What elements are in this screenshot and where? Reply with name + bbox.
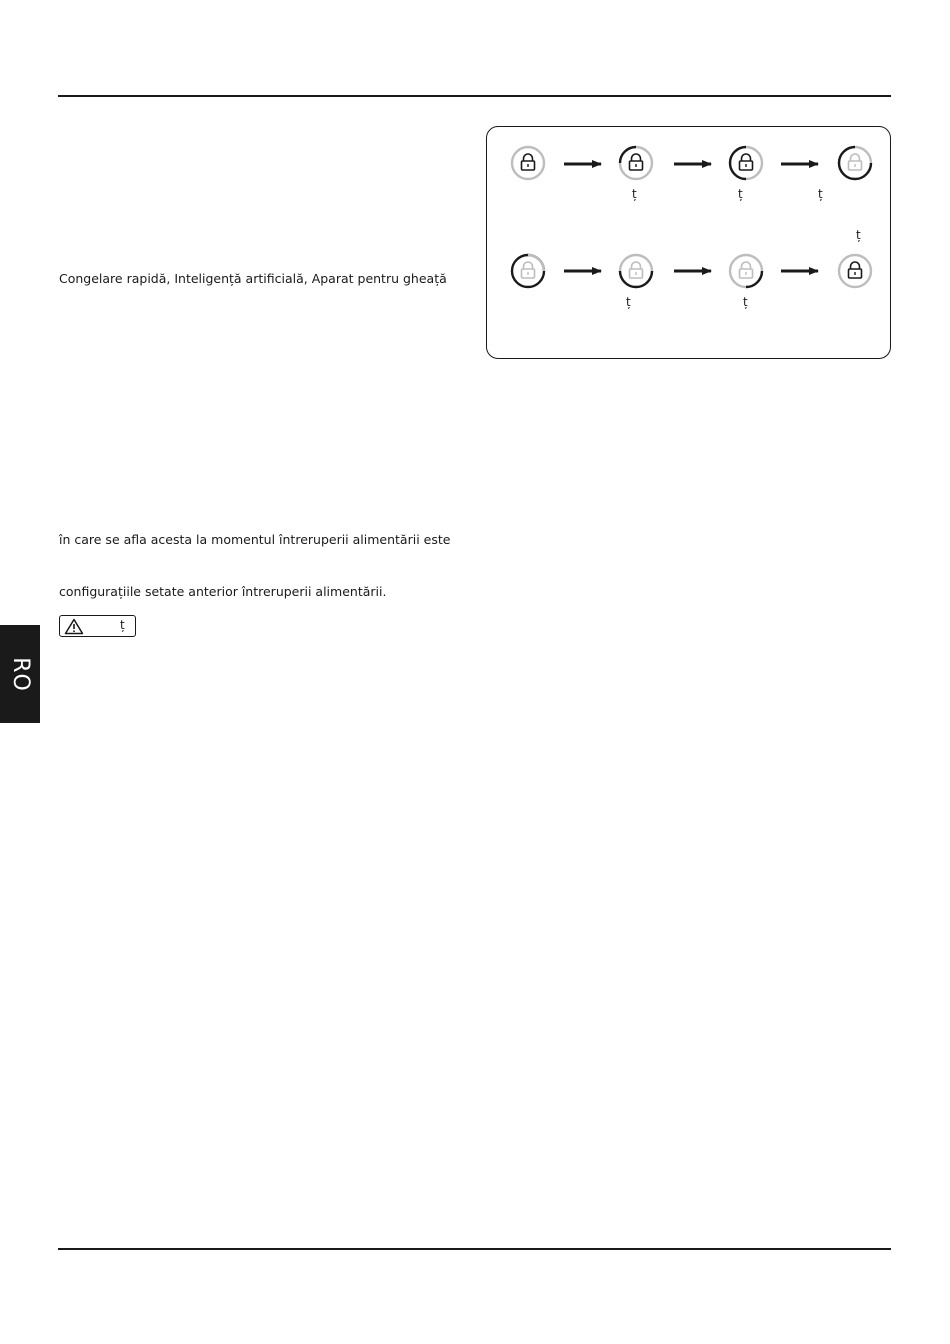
- lock-state-icon: [836, 252, 874, 290]
- lock-sequence-diagram: [486, 126, 891, 359]
- diagram-caption: ț: [856, 228, 861, 242]
- lock-state-icon: [727, 144, 765, 182]
- language-tab: [0, 625, 40, 723]
- diagram-caption: ț: [738, 187, 743, 201]
- lock-state-icon: [509, 144, 547, 182]
- lock-state-icon: [509, 252, 547, 290]
- warning-mark: ț: [120, 618, 125, 632]
- body-text-line: în care se afla acesta la momentul întreruperii alimentării este: [59, 532, 451, 547]
- body-text-line: configurațiile setate anterior întreruperii alimentării.: [59, 584, 387, 599]
- lock-state-icon: [617, 252, 655, 290]
- footer-rule: [58, 1248, 891, 1250]
- language-tab-label: RO: [7, 656, 33, 692]
- header-rule: [58, 95, 891, 97]
- lock-state-icon: [836, 144, 874, 182]
- body-text-line: Congelare rapidă, Inteligență artificială, Aparat pentru gheață: [59, 271, 447, 286]
- diagram-arrows: [487, 127, 892, 360]
- warning-label: [59, 615, 136, 637]
- diagram-caption: ț: [626, 295, 631, 309]
- diagram-caption: ț: [743, 295, 748, 309]
- diagram-caption: ț: [632, 187, 637, 201]
- warning-triangle-icon: [64, 618, 84, 635]
- lock-state-icon: [617, 144, 655, 182]
- diagram-caption: ț: [818, 187, 823, 201]
- lock-state-icon: [727, 252, 765, 290]
